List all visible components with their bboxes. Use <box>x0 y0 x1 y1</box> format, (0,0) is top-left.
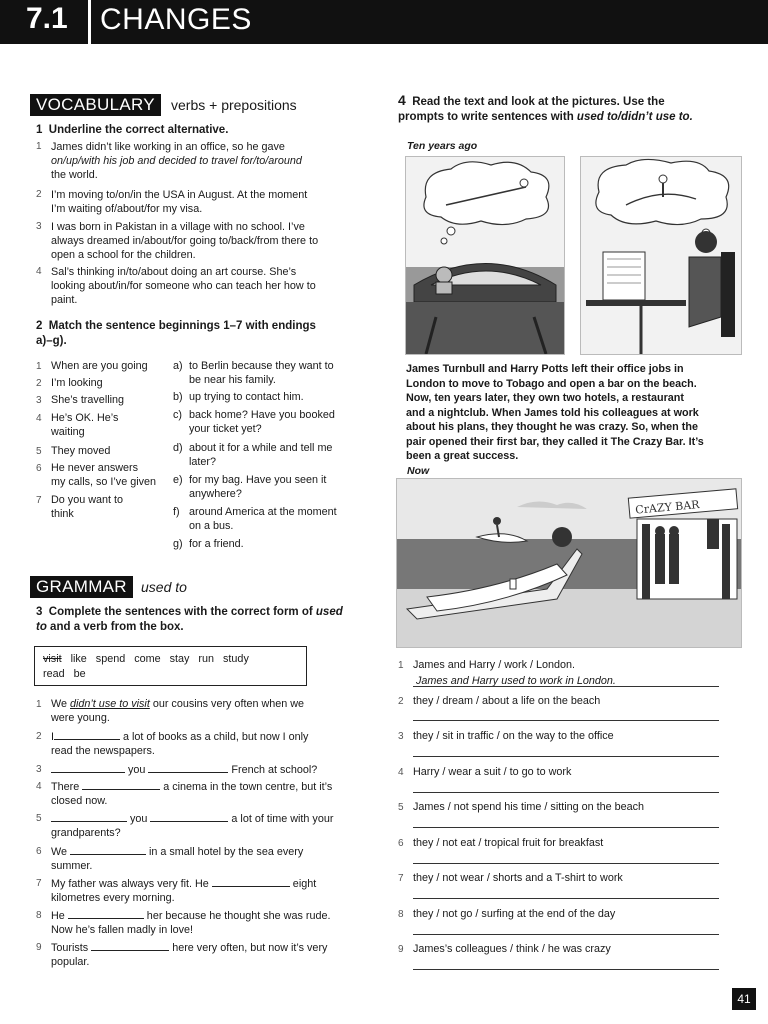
beginning-item: He never answers my calls, so I’ve given <box>51 462 157 488</box>
ending-item: back home? Have you booked your ticket yet? <box>189 409 335 435</box>
answer-line[interactable] <box>413 863 719 864</box>
answer-blank[interactable] <box>54 729 120 740</box>
answer-line[interactable] <box>413 934 719 935</box>
answer-blank[interactable] <box>148 762 228 773</box>
gap-fill-item: There a cinema in the town centre, but it’s closed now. <box>51 781 333 807</box>
exercise-item: I’m moving to/on/in the USA in August. At the moment I’m waiting of/about/for my visa. <box>51 189 308 215</box>
answer-line[interactable] <box>413 686 719 687</box>
gap-fill-item: I a lot of books as a child, but now I only read the newspapers. <box>51 731 309 757</box>
answer-blank[interactable] <box>82 779 160 790</box>
example-answer: didn’t use to visit <box>70 698 150 710</box>
word-box-line-2: read be <box>43 668 86 680</box>
answer-line[interactable] <box>413 792 719 793</box>
answer-blank[interactable] <box>51 762 125 773</box>
crazy-bar-sign: CrAZY BAR <box>634 498 701 517</box>
item-number: 4 <box>36 266 42 277</box>
prompt-item: they / not eat / tropical fruit for breakfast <box>413 837 604 849</box>
exercise-1-heading <box>36 123 228 138</box>
answer-line[interactable] <box>413 898 719 899</box>
gap-fill-item: We didn’t use to visit our cousins very often when we were young. <box>51 698 305 724</box>
vocabulary-label: VOCABULARY <box>30 94 161 116</box>
answer-line[interactable] <box>413 756 719 757</box>
exercise-2-heading: 2 Match the sentence beginnings 1–7 with endings a)–g). <box>36 320 316 347</box>
gap-fill-item: you French at school? <box>51 762 317 777</box>
word-box-line-1: visit like spend come stay run study <box>43 653 249 665</box>
grammar-subtitle: used to <box>141 579 187 595</box>
answer-blank[interactable] <box>51 811 127 822</box>
gap-fill-item: My father was always very fit. He eight kilometres every morning. <box>51 878 317 904</box>
illustration-beach <box>396 478 742 648</box>
beginning-item: He’s OK. He’s waiting <box>51 412 119 438</box>
answer-blank[interactable] <box>150 811 228 822</box>
ten-years-ago-label: Ten years ago <box>407 140 478 152</box>
prompt-item: James and Harry / work / London. <box>413 659 576 671</box>
beginning-item: When are you going <box>51 360 148 372</box>
ending-item: for a friend. <box>189 538 244 550</box>
exercise-item: I was born in Pakistan in a village with no school. I’ve always dreamed in/about/for going to/back/from there to open a school for the children. <box>51 221 319 261</box>
prompt-item: James / not spend his time / sitting on the beach <box>413 801 645 813</box>
exercise-3-heading: 3 Complete the sentences with the correct form of used to and a verb from the box. <box>36 606 343 633</box>
ending-item: to Berlin because they want to be near his family. <box>189 360 334 386</box>
prompt-item: they / sit in traffic / on the way to the office <box>413 730 614 742</box>
answer-line[interactable] <box>413 969 719 970</box>
beginning-item: She’s travelling <box>51 394 125 406</box>
answer-line[interactable] <box>413 720 719 721</box>
item-number: 1 <box>36 141 42 152</box>
exercise-item: James didn’t like working in an office, so he gave on/up/with his job and decided to travel for/to/around the world. <box>51 141 302 181</box>
unit-title: CHANGES <box>100 3 252 36</box>
answer-blank[interactable] <box>68 908 144 919</box>
header-divider <box>88 0 91 44</box>
story-text: James Turnbull and Harry Potts left their office jobs in London to move to Tobago and open a bar on the beach. Now, ten years later, they own two hotels, a restaurant and a nightclub. When James told his colleagues at work about his plans, they thought he was crazy. So, when the pair opened their first bar, they called it The Crazy Bar. It’s been a great success. <box>406 363 704 462</box>
beach-drawing <box>397 479 741 647</box>
prompt-item: James’s colleagues / think / he was crazy <box>413 943 611 955</box>
answer-blank[interactable] <box>70 844 146 855</box>
answer-blank[interactable] <box>91 940 169 951</box>
exercise-instruction: Underline the correct alternative. <box>48 124 229 136</box>
answer-line[interactable] <box>413 827 719 828</box>
beginning-item: They moved <box>51 445 111 457</box>
vocabulary-subtitle: verbs + prepositions <box>171 97 297 113</box>
word-box <box>34 646 307 686</box>
illustration-office <box>580 156 742 355</box>
item-number: 3 <box>36 221 42 232</box>
exercise-item: Sal’s thinking in/to/about doing an art course. She’s looking about/in/for someone who can teach her how to paint. <box>51 266 316 306</box>
example-answer: James and Harry used to work in London. <box>416 675 616 687</box>
gap-fill-item: you a lot of time with your grandparents? <box>51 813 334 839</box>
unit-number: 7.1 <box>26 2 68 35</box>
page-number: 41 <box>732 988 756 1010</box>
beginning-item: Do you want to think <box>51 494 124 520</box>
item-number: 2 <box>36 189 42 200</box>
exercise-4-heading: 4 Read the text and look at the pictures. Use the prompts to write sentences with used to/didn’t use to. <box>398 92 693 123</box>
now-label: Now <box>407 465 430 477</box>
car-dream-drawing <box>406 157 564 354</box>
office-dream-drawing <box>581 157 741 354</box>
beginning-item: I’m looking <box>51 377 103 389</box>
prompt-item: they / not wear / shorts and a T-shirt to work <box>413 872 623 884</box>
ending-item: for my bag. Have you seen it anywhere? <box>189 474 327 500</box>
prompt-item: they / not go / surfing at the end of the day <box>413 908 616 920</box>
ending-item: about it for a while and tell me later? <box>189 442 333 468</box>
prompt-item: they / dream / about a life on the beach <box>413 695 601 707</box>
gap-fill-item: Tourists here very often, but now it’s very popular. <box>51 942 328 968</box>
grammar-label: GRAMMAR <box>30 576 133 598</box>
exercise-number: 1 <box>36 124 43 136</box>
unit-header <box>0 0 768 44</box>
prompt-item: Harry / wear a suit / to go to work <box>413 766 572 778</box>
gap-fill-item: We in a small hotel by the sea every summer. <box>51 846 304 872</box>
answer-blank[interactable] <box>212 876 290 887</box>
ending-item: around America at the moment on a bus. <box>189 506 337 532</box>
illustration-traffic <box>405 156 565 355</box>
gap-fill-item: He her because he thought she was rude. Now he’s fallen madly in love! <box>51 910 331 936</box>
ending-item: up trying to contact him. <box>189 391 304 403</box>
